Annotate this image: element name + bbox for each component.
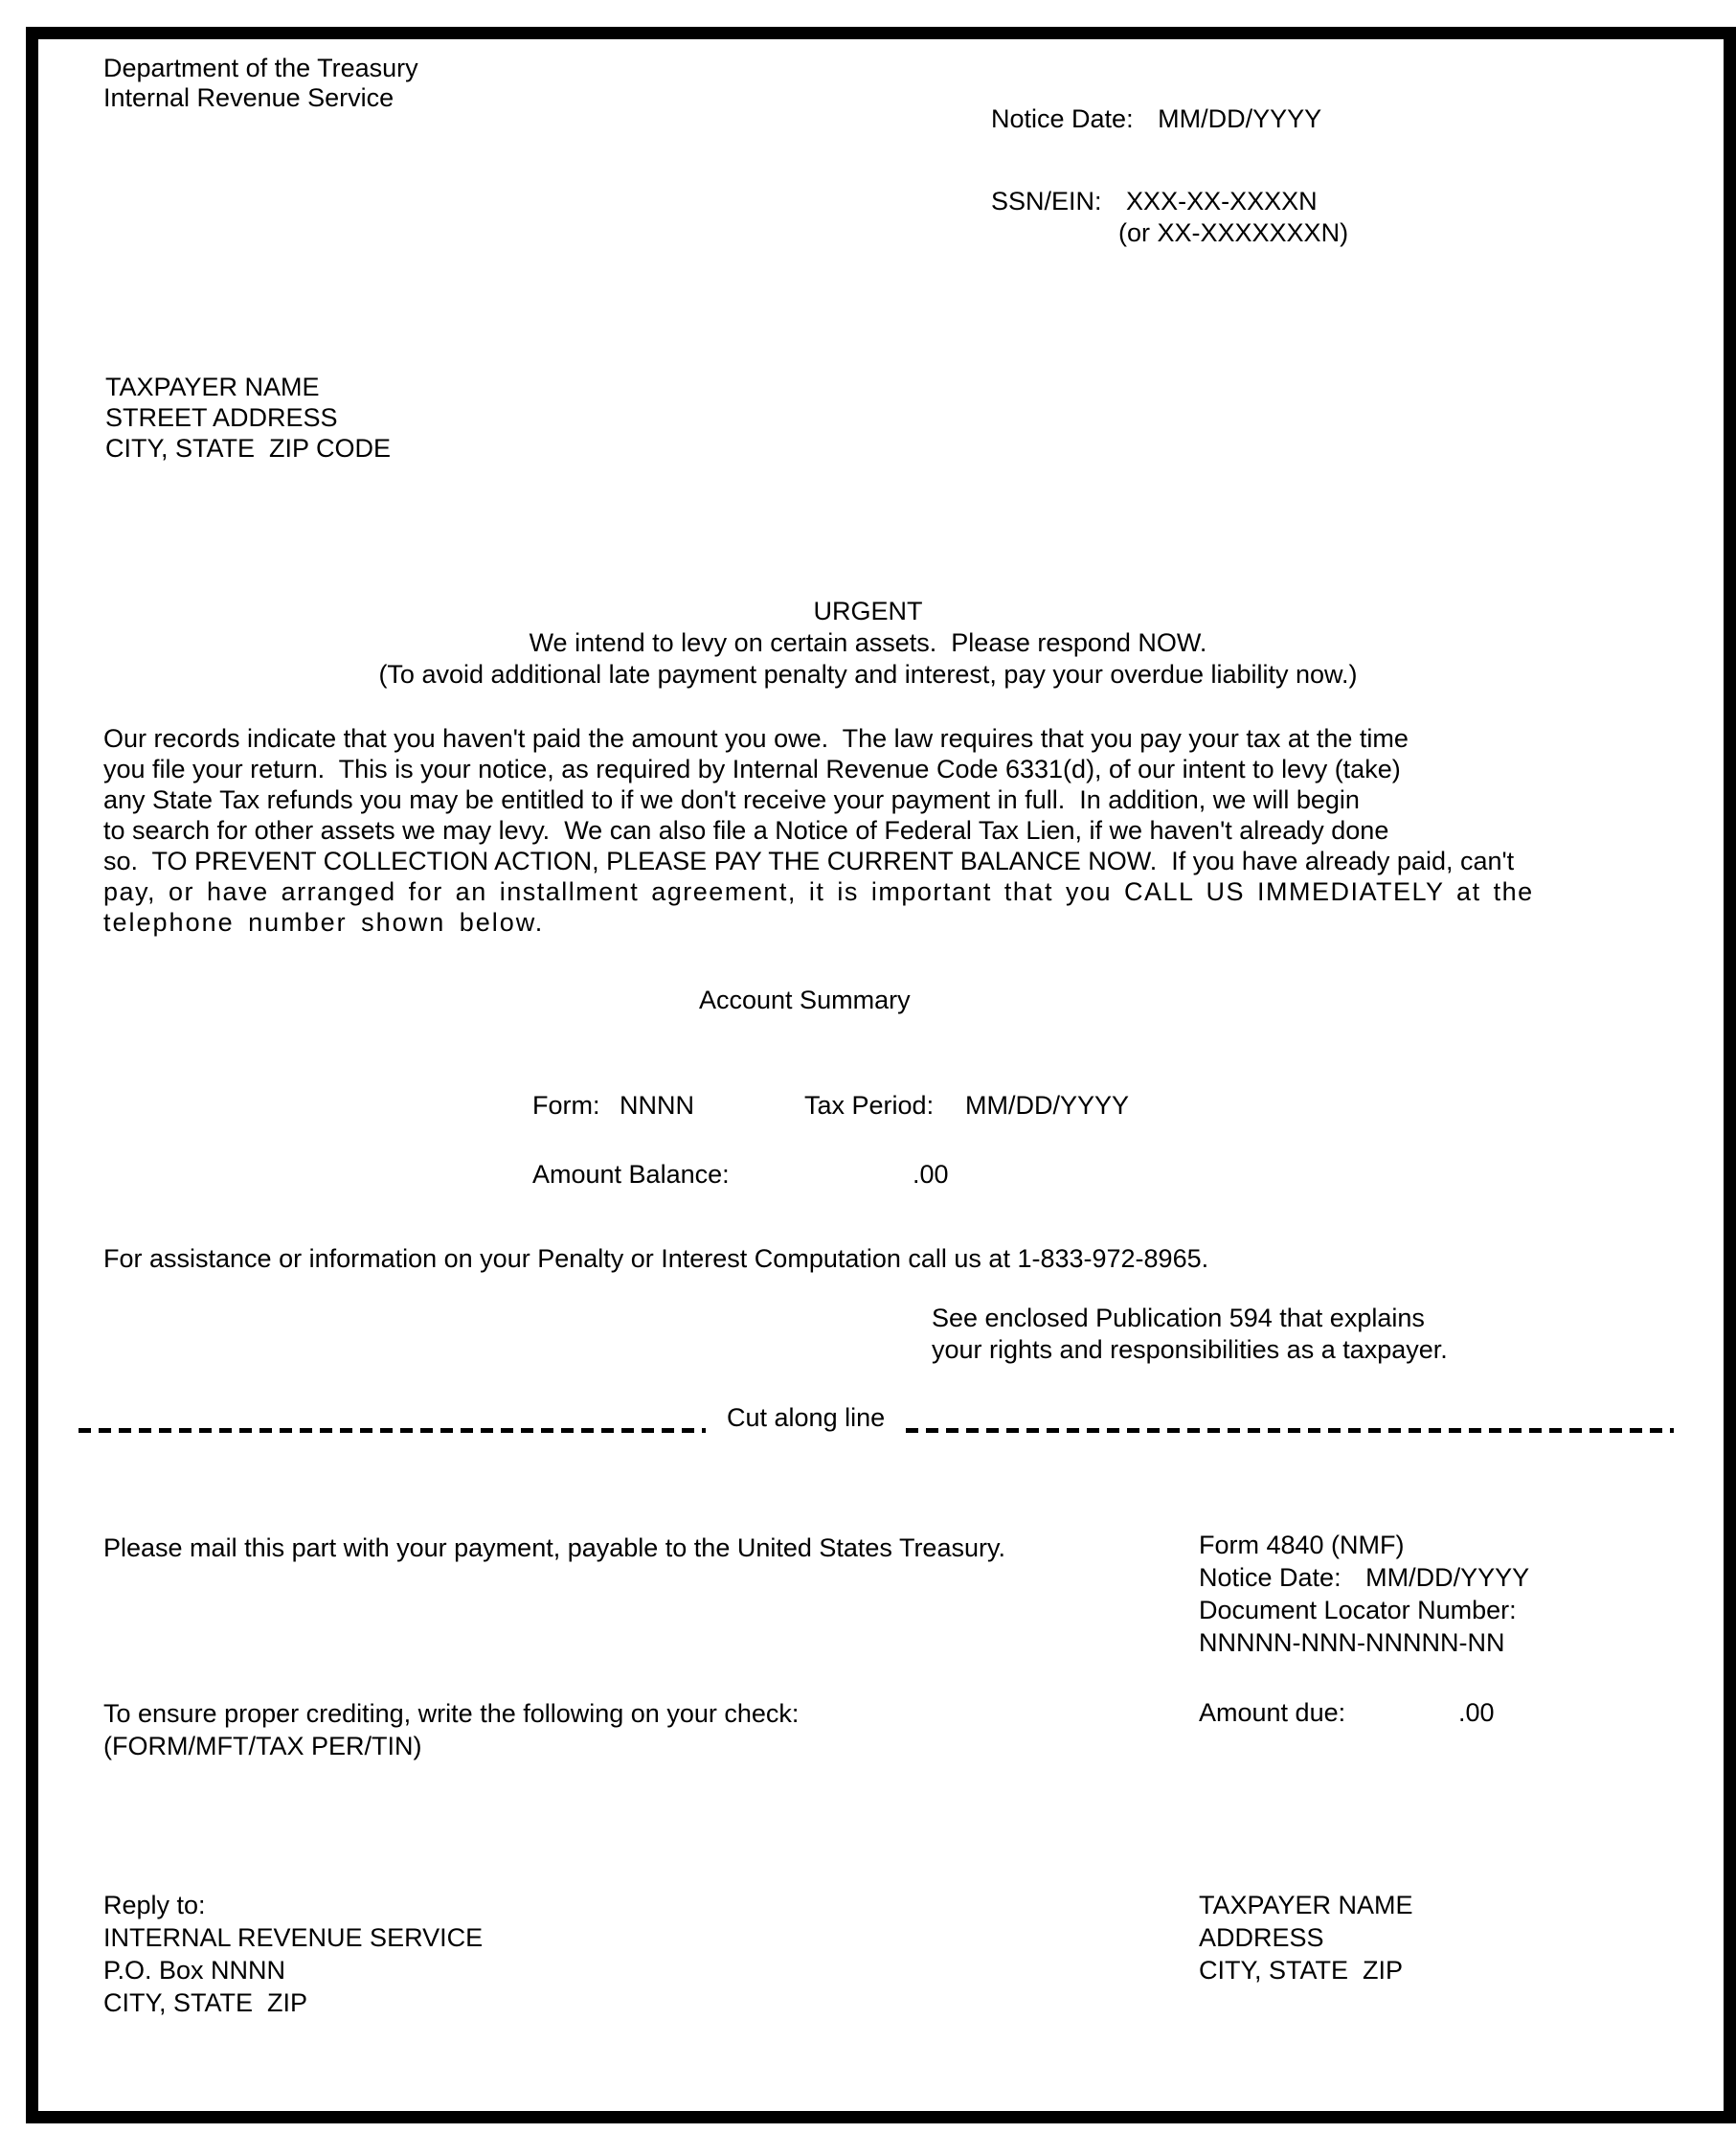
- ssn-ein-label: SSN/EIN:: [991, 187, 1102, 216]
- ssn-ein-row: [991, 186, 1348, 217]
- urgent-line-2: (To avoid additional late payment penalty and interest, pay your overdue liability now.): [378, 660, 1358, 689]
- check-instruction-line-2: (FORM/MFT/TAX PER/TIN): [103, 1732, 422, 1760]
- stub-form-info-block: [1199, 1529, 1529, 1659]
- cut-line-dash-right: [906, 1428, 1674, 1433]
- body-paragraph: [103, 723, 1597, 938]
- reply-to-label: Reply to:: [103, 1891, 206, 1919]
- notice-date-label: Notice Date:: [991, 104, 1134, 133]
- reply-to-line-1: INTERNAL REVENUE SERVICE: [103, 1923, 484, 1952]
- page-border-frame: [26, 27, 1736, 2123]
- body-line: so. TO PREVENT COLLECTION ACTION, PLEASE PAY THE CURRENT BALANCE NOW. If you have already paid, can't: [103, 847, 1515, 875]
- assistance-line: For assistance or information on your Penalty or Interest Computation call us at 1-833-972-8965.: [103, 1244, 1209, 1273]
- agency-line-1: Department of the Treasury: [103, 54, 418, 82]
- recipient-address-block: [105, 372, 391, 464]
- stub-notice-date-value: MM/DD/YYYY: [1365, 1563, 1530, 1592]
- amount-due-label: Amount due:: [1199, 1698, 1346, 1727]
- body-line: pay, or have arranged for an installment agreement, it is important that you CALL US IMMEDIATELY at the: [103, 877, 1534, 906]
- agency-line-2: Internal Revenue Service: [103, 83, 395, 112]
- reply-to-line-3: CITY, STATE ZIP: [103, 1988, 308, 2017]
- cut-line: [79, 1400, 1674, 1435]
- publication-note-line-2: your rights and responsibilities as a taxpayer.: [932, 1335, 1448, 1364]
- body-line: telephone number shown below.: [103, 908, 545, 937]
- stub-mail-instruction: Please mail this part with your payment, payable to the United States Treasury.: [103, 1533, 1005, 1562]
- body-line: Our records indicate that you haven't paid the amount you owe. The law requires that you pay your tax at the time: [103, 724, 1409, 753]
- urgent-line-1: We intend to levy on certain assets. Please respond NOW.: [529, 628, 1207, 657]
- amount-due-row: [0, 1697, 1736, 1730]
- body-line: you file your return. This is your notice, as required by Internal Revenue Code 6331(d), of our intent to levy (take): [103, 755, 1401, 783]
- ssn-ein-value: XXX-XX-XXXXN: [1126, 187, 1318, 216]
- ssn-ein-alt: (or XX-XXXXXXXN): [1118, 218, 1349, 247]
- ssn-ein-block: [991, 186, 1348, 249]
- agency-header: [103, 54, 418, 113]
- amount-due-value: .00: [1458, 1698, 1495, 1727]
- tax-period-value: MM/DD/YYYY: [965, 1091, 1130, 1120]
- form-label: Form:: [532, 1091, 600, 1120]
- stub-form-id: Form 4840 (NMF): [1199, 1531, 1405, 1559]
- notice-date-value: MM/DD/YYYY: [1158, 104, 1322, 133]
- urgent-title: URGENT: [813, 597, 923, 625]
- reply-to-block: [103, 1889, 483, 2019]
- body-line: any State Tax refunds you may be entitled to if we don't receive your payment in full. In addition, we will begin: [103, 785, 1360, 814]
- tax-period-label: Tax Period:: [804, 1091, 935, 1120]
- publication-note: [932, 1303, 1448, 1366]
- recipient-street: STREET ADDRESS: [105, 403, 338, 432]
- stub-notice-date-row: [1199, 1561, 1529, 1594]
- recipient-name: TAXPAYER NAME: [105, 373, 320, 401]
- cut-line-dash-left: [79, 1428, 706, 1433]
- publication-note-line-1: See enclosed Publication 594 that explains: [932, 1304, 1425, 1332]
- payer-name: TAXPAYER NAME: [1199, 1891, 1413, 1919]
- check-instruction-line-1: To ensure proper crediting, write the following on your check:: [103, 1699, 800, 1728]
- urgent-block: [0, 596, 1736, 691]
- reply-to-line-2: P.O. Box NNNN: [103, 1956, 286, 1985]
- stub-dln-value: NNNNN-NNN-NNNNN-NN: [1199, 1628, 1505, 1657]
- stub-notice-date-label: Notice Date:: [1199, 1563, 1341, 1592]
- amount-balance-value: .00: [913, 1160, 949, 1189]
- form-value: NNNN: [620, 1091, 694, 1120]
- account-summary-balance-row: [0, 1159, 1736, 1191]
- payer-address-block: [1199, 1889, 1413, 1986]
- recipient-city-line: CITY, STATE ZIP CODE: [105, 434, 392, 463]
- amount-balance-label: Amount Balance:: [532, 1160, 730, 1189]
- cut-line-label: Cut along line: [727, 1403, 886, 1432]
- payer-line-3: CITY, STATE ZIP: [1199, 1956, 1404, 1985]
- account-summary-title: Account Summary: [699, 986, 911, 1014]
- body-line: to search for other assets we may levy. We can also file a Notice of Federal Tax Lien, if we haven't already done: [103, 816, 1389, 845]
- payer-line-2: ADDRESS: [1199, 1923, 1324, 1952]
- stub-dln-label: Document Locator Number:: [1199, 1596, 1517, 1624]
- account-summary-form-row: [0, 1090, 1736, 1123]
- notice-date-row: [991, 103, 1321, 134]
